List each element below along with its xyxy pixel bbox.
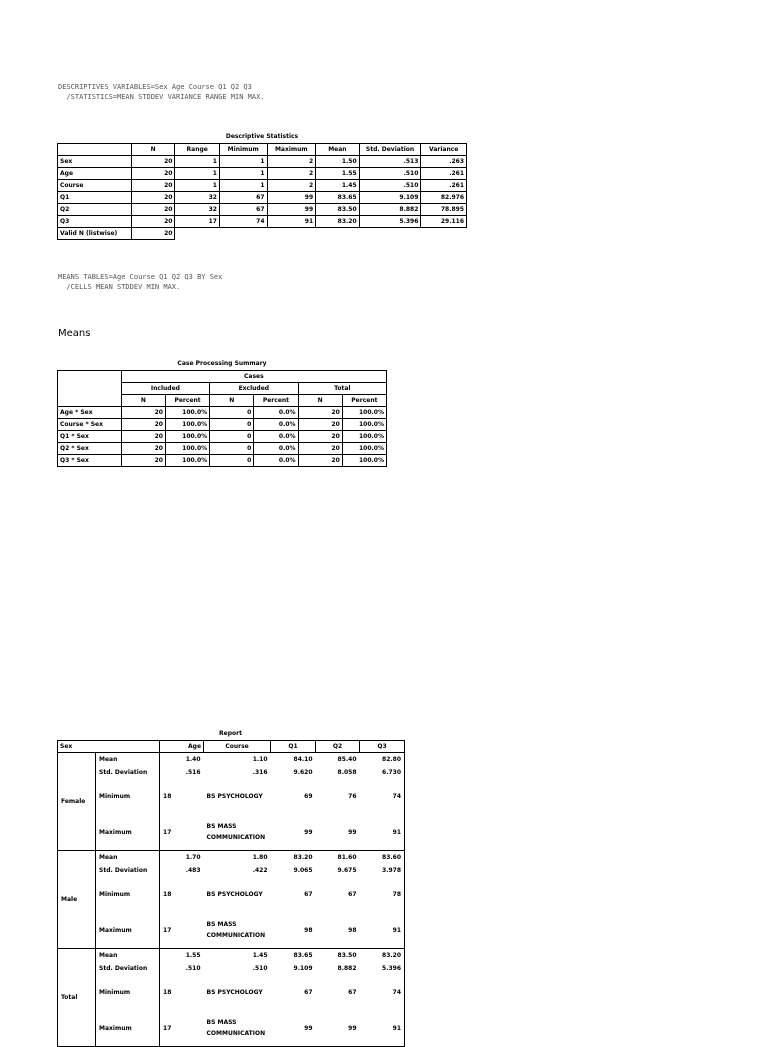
desc-col-header: Std. Deviation	[359, 144, 421, 156]
desc-cell: 29.116	[421, 216, 467, 228]
cps-cell: 0.0%	[254, 407, 298, 419]
cps-cell: 100.0%	[342, 455, 386, 467]
desc-cell: 9.109	[359, 192, 421, 204]
desc-cell: 1	[175, 180, 220, 192]
report-cell: 6.730	[360, 766, 405, 779]
report-row	[58, 962, 405, 975]
desc-cell: 2	[267, 168, 316, 180]
desc-cell: 1.45	[316, 180, 360, 192]
cps-cell: 100.0%	[165, 419, 209, 431]
desc-row-label: Q1	[58, 192, 132, 204]
report-group-label: Female	[58, 753, 96, 851]
report-cell: 74	[360, 975, 405, 1011]
desc-cell: 20	[131, 192, 175, 204]
cps-cell: 0.0%	[254, 443, 298, 455]
report-group-label: Male	[58, 851, 96, 949]
desc-cell	[359, 228, 421, 240]
report-cell: 18	[163, 989, 172, 996]
cps-sub-header: N	[121, 395, 165, 407]
desc-cell: 2	[267, 156, 316, 168]
desc-row	[58, 180, 467, 192]
desc-row-label: Sex	[58, 156, 132, 168]
report-cell: 99	[348, 828, 357, 836]
cps-row-label: Course * Sex	[58, 419, 122, 431]
report-cell: 69	[304, 793, 313, 800]
desc-cell: 91	[267, 216, 316, 228]
report-cell: 3.978	[360, 864, 405, 877]
report-row	[58, 766, 405, 779]
desc-cell	[421, 228, 467, 240]
desc-cell: 1	[219, 180, 267, 192]
cps-cell: 20	[298, 431, 342, 443]
desc-row	[58, 216, 467, 228]
desc-cell: .261	[421, 180, 467, 192]
descriptives-syntax: DESCRIPTIVES VARIABLES=Sex Age Course Q1 Q2 Q3 /STATISTICS=MEAN STDDEV VARIANCE RANGE MIN MAX.	[58, 83, 265, 101]
report-stat-label: Mean	[96, 851, 160, 864]
report-row	[58, 949, 405, 962]
report-cell: .510	[185, 964, 201, 972]
desc-row	[58, 168, 467, 180]
cps-cell: 0	[210, 455, 254, 467]
report-cell: 1.70	[160, 851, 204, 864]
desc-col-header: Range	[175, 144, 220, 156]
report-stat-label: Maximum	[96, 913, 160, 949]
report-cell: 8.882	[337, 964, 357, 972]
cps-group-header: Included	[121, 383, 209, 395]
desc-cell: 1	[219, 156, 267, 168]
desc-cell	[267, 228, 316, 240]
desc-cell: 1.50	[316, 156, 360, 168]
report-cell: 83.60	[360, 851, 405, 864]
cps-cell: 0	[210, 419, 254, 431]
cps-cases-header: Cases	[121, 371, 386, 383]
report-col-header: Course	[204, 741, 271, 753]
desc-cell: 83.50	[316, 204, 360, 216]
report-cell: .510	[252, 964, 268, 972]
cps-sub-header: Percent	[254, 395, 298, 407]
desc-row	[58, 228, 467, 240]
desc-cell: 83.65	[316, 192, 360, 204]
report-cell: 5.396	[360, 962, 405, 975]
desc-cell: .513	[359, 156, 421, 168]
report-cell: 9.109	[293, 964, 313, 972]
cps-sub-header: Percent	[165, 395, 209, 407]
cps-cell: 20	[298, 407, 342, 419]
cps-cell: 20	[121, 443, 165, 455]
report-stat-label: Minimum	[96, 779, 160, 815]
desc-col-header: Mean	[316, 144, 360, 156]
desc-cell: 1	[219, 168, 267, 180]
desc-row	[58, 204, 467, 216]
report-row	[58, 1011, 405, 1047]
cps-header-row	[58, 371, 387, 383]
report-table	[57, 740, 405, 1047]
descriptive-statistics-title: Descriptive Statistics	[225, 133, 299, 140]
report-cell: BS PSYCHOLOGY	[206, 989, 263, 996]
desc-cell: 20	[131, 216, 175, 228]
report-cell: 18	[163, 891, 172, 898]
report-cell: 1.80	[204, 851, 271, 864]
desc-col-header: N	[131, 144, 175, 156]
cps-cell: 20	[298, 419, 342, 431]
desc-cell: 17	[175, 216, 220, 228]
report-cell: .422	[252, 866, 268, 874]
report-stat-label: Maximum	[96, 815, 160, 851]
descriptive-statistics-table	[57, 143, 467, 240]
cps-cell: 20	[298, 443, 342, 455]
desc-cell: 1	[175, 156, 220, 168]
report-cell: 1.40	[185, 755, 201, 763]
report-cell: 67	[304, 989, 313, 996]
report-cell: 91	[360, 913, 405, 949]
report-cell: 76	[348, 793, 357, 800]
cps-row	[58, 443, 387, 455]
report-stat-label: Minimum	[96, 877, 160, 913]
report-row	[58, 877, 405, 913]
report-col-header: Q1	[271, 741, 316, 753]
report-cell: 91	[360, 1011, 405, 1047]
desc-row-label: Q2	[58, 204, 132, 216]
report-cell: 82.80	[360, 753, 405, 766]
desc-col-header: Minimum	[219, 144, 267, 156]
report-cell: 85.40	[337, 755, 357, 763]
desc-cell: 20	[131, 204, 175, 216]
report-cell: 83.65	[271, 949, 316, 962]
report-cell: 99	[316, 1011, 360, 1047]
cps-cell: 20	[121, 407, 165, 419]
desc-cell: 99	[267, 204, 316, 216]
cps-cell: 100.0%	[165, 407, 209, 419]
desc-cell: 1	[175, 168, 220, 180]
means-syntax: MEANS TABLES=Age Course Q1 Q2 Q3 BY Sex /CELLS MEAN STDDEV MIN MAX.	[58, 273, 223, 291]
report-cell: 67	[348, 989, 357, 996]
report-cell: 99	[304, 828, 313, 836]
report-row	[58, 779, 405, 815]
cps-cell: 100.0%	[165, 455, 209, 467]
cps-cell: 20	[121, 419, 165, 431]
report-title: Report	[219, 730, 242, 737]
desc-cell: .510	[359, 180, 421, 192]
desc-cell: 32	[175, 192, 220, 204]
means-heading: Means	[58, 328, 91, 339]
cps-row-label: Q3 * Sex	[58, 455, 122, 467]
report-cell: 99	[271, 1011, 316, 1047]
cps-cell: 0.0%	[254, 419, 298, 431]
cps-cell: 0.0%	[254, 455, 298, 467]
desc-cell: 67	[219, 204, 267, 216]
report-cell: 1.55	[160, 949, 204, 962]
report-row	[58, 753, 405, 766]
cps-row-label: Q2 * Sex	[58, 443, 122, 455]
report-cell: 1.10	[252, 755, 268, 763]
desc-row-label: Q3	[58, 216, 132, 228]
desc-cell: 83.20	[316, 216, 360, 228]
report-cell: 67	[304, 891, 313, 898]
desc-col-header	[58, 144, 132, 156]
report-stat-label: Std. Deviation	[96, 766, 160, 779]
report-row	[58, 851, 405, 864]
report-cell: 9.620	[293, 768, 313, 776]
report-stat-label: Std. Deviation	[96, 864, 160, 877]
report-col-header: Age	[160, 741, 204, 753]
desc-row	[58, 192, 467, 204]
case-processing-summary-table	[57, 370, 387, 467]
report-cell: 98	[348, 926, 357, 934]
desc-cell: 5.396	[359, 216, 421, 228]
desc-cell: 1.55	[316, 168, 360, 180]
report-cell: 9.675	[337, 866, 357, 874]
report-cell: 74	[360, 779, 405, 815]
desc-cell	[175, 228, 220, 240]
cps-row-label: Q1 * Sex	[58, 431, 122, 443]
report-cell: 17	[163, 926, 172, 934]
cps-sub-header: N	[298, 395, 342, 407]
report-cell: 78	[360, 877, 405, 913]
cps-row	[58, 419, 387, 431]
report-stat-label: Mean	[96, 949, 160, 962]
desc-cell: 8.882	[359, 204, 421, 216]
report-col-header: Q2	[316, 741, 360, 753]
cps-row	[58, 431, 387, 443]
report-cell: 67	[348, 891, 357, 898]
report-row	[58, 815, 405, 851]
report-cell: 91	[360, 815, 405, 851]
cps-row-label: Age * Sex	[58, 407, 122, 419]
report-cell: BS MASS COMMUNICATION	[206, 823, 266, 842]
desc-row-label: Course	[58, 180, 132, 192]
cps-cell: 100.0%	[342, 407, 386, 419]
report-cell: 81.60	[316, 851, 360, 864]
desc-cell	[219, 228, 267, 240]
report-row	[58, 913, 405, 949]
report-row	[58, 975, 405, 1011]
report-stat-label: Std. Deviation	[96, 962, 160, 975]
report-stat-label: Maximum	[96, 1011, 160, 1047]
desc-cell: 20	[131, 180, 175, 192]
cps-cell: 0	[210, 407, 254, 419]
report-header-row	[58, 741, 405, 753]
report-cell: 83.20	[360, 949, 405, 962]
cps-cell: 100.0%	[165, 443, 209, 455]
report-cell: 17	[163, 828, 172, 836]
report-group-label: Total	[58, 949, 96, 1047]
report-cell: 98	[304, 926, 313, 934]
report-cell: 8.058	[337, 768, 357, 776]
desc-cell: 67	[219, 192, 267, 204]
report-cell: .516	[185, 768, 201, 776]
desc-cell: .510	[359, 168, 421, 180]
cps-cell: 20	[121, 455, 165, 467]
report-stat-label: Minimum	[96, 975, 160, 1011]
desc-row-label: Age	[58, 168, 132, 180]
desc-cell: 20	[131, 156, 175, 168]
report-cell: 9.065	[293, 866, 313, 874]
report-cell: 83.20	[271, 851, 316, 864]
report-cell: BS MASS COMMUNICATION	[204, 1011, 271, 1047]
desc-cell: 74	[219, 216, 267, 228]
report-cell: 83.50	[316, 949, 360, 962]
case-processing-summary-title: Case Processing Summary	[177, 360, 267, 367]
cps-cell: 0	[210, 443, 254, 455]
cps-cell: 20	[298, 455, 342, 467]
desc-cell: .263	[421, 156, 467, 168]
cps-cell: 100.0%	[342, 443, 386, 455]
cps-cell: 100.0%	[342, 431, 386, 443]
report-stat-label: Mean	[96, 753, 160, 766]
cps-cell: 20	[121, 431, 165, 443]
cps-group-header: Excluded	[210, 383, 298, 395]
cps-row	[58, 455, 387, 467]
report-cell: 18	[163, 793, 172, 800]
report-cell: BS MASS COMMUNICATION	[206, 921, 266, 940]
desc-cell: .261	[421, 168, 467, 180]
report-col-header: Sex	[58, 741, 160, 753]
cps-sub-header: Percent	[342, 395, 386, 407]
report-cell: BS PSYCHOLOGY	[206, 891, 263, 898]
cps-sub-header: N	[210, 395, 254, 407]
cps-cell: 100.0%	[165, 431, 209, 443]
desc-cell: 82.976	[421, 192, 467, 204]
report-row	[58, 864, 405, 877]
report-cell: 17	[160, 1011, 204, 1047]
report-cell: BS PSYCHOLOGY	[206, 793, 263, 800]
report-cell: .316	[252, 768, 268, 776]
cps-cell: 100.0%	[342, 419, 386, 431]
desc-cell: 20	[131, 168, 175, 180]
desc-cell: 32	[175, 204, 220, 216]
report-cell: 1.45	[204, 949, 271, 962]
cps-row	[58, 407, 387, 419]
cps-group-header: Total	[298, 383, 386, 395]
desc-cell: 99	[267, 192, 316, 204]
desc-col-header: Variance	[421, 144, 467, 156]
desc-row-label: Valid N (listwise)	[58, 228, 132, 240]
desc-row	[58, 156, 467, 168]
cps-cell: 0	[210, 431, 254, 443]
desc-col-header: Maximum	[267, 144, 316, 156]
desc-cell: 78.895	[421, 204, 467, 216]
report-cell: .483	[185, 866, 201, 874]
desc-cell	[316, 228, 360, 240]
cps-cell: 0.0%	[254, 431, 298, 443]
report-col-header: Q3	[360, 741, 405, 753]
desc-cell: 20	[131, 228, 175, 240]
cps-corner	[58, 371, 122, 407]
report-cell: 84.10	[293, 755, 313, 763]
desc-cell: 2	[267, 180, 316, 192]
